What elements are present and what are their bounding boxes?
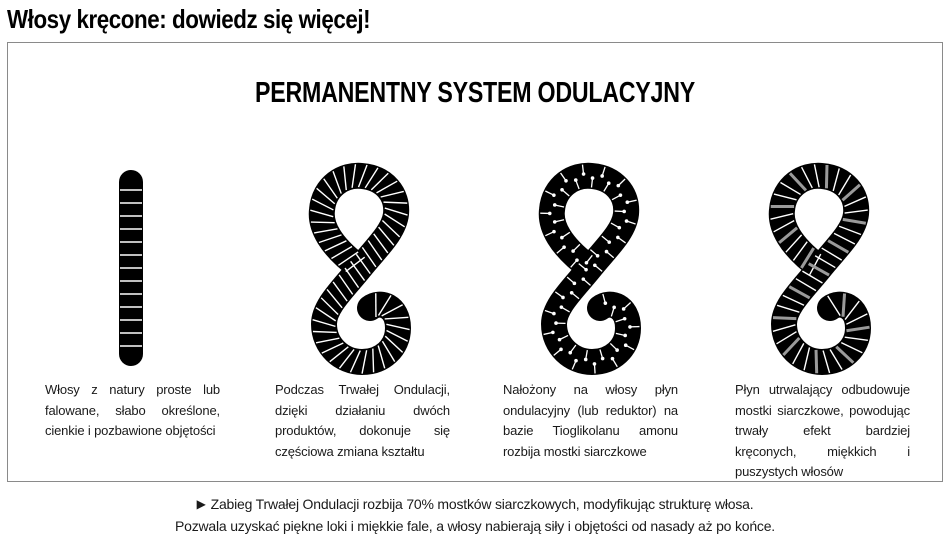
diagram-title: PERMANENTNY SYSTEM ODULACYJNY	[255, 77, 695, 109]
footer-line-2: Pozwala uzyskać piękne loki i miękkie fale, a włosy nabierają siły i objętości od nasady aż po końce.	[174, 518, 775, 534]
broken-bonds-strand-illustration	[540, 168, 640, 368]
footer-line-1-text: Zabieg Trwałej Ondulacji rozbija 70% mostków siarczkowych, modyfikując strukturę włosa.	[210, 496, 754, 512]
partial-curl-strand-illustration	[310, 168, 410, 368]
stage-1-description: Włosy z natury proste lub falowane, słabo określone, cienkie i pozbawione objętości	[45, 382, 220, 438]
stage-3-description: Nałożony na włosy płyn ondulacyjny (lub reduktor) na bazie Tioglikolanu amonu rozbija mostki siarczkowe	[503, 382, 678, 459]
footer-note	[0, 494, 950, 537]
rebuilt-bonds-strand-illustration	[770, 168, 870, 368]
footer-line-1	[0, 494, 950, 516]
page-heading: Włosy kręcone: dowiedz się więcej!	[7, 4, 371, 34]
stage-2-description: Podczas Trwałej Ondulacji, dzięki działaniu dwóch produktów, dokonuje się częściowa zmiana kształtu	[275, 382, 450, 459]
stage-4-description: Płyn utrwalający odbudowuje mostki siarczkowe, powodując trwały efekt bardziej kręconych, miękkich i puszystych włosów	[735, 382, 910, 479]
strand-body	[322, 176, 398, 362]
straight-hair-strand-illustration	[116, 168, 146, 368]
diagram-panel	[7, 42, 943, 482]
arrow-right-icon: ▶	[196, 497, 206, 511]
